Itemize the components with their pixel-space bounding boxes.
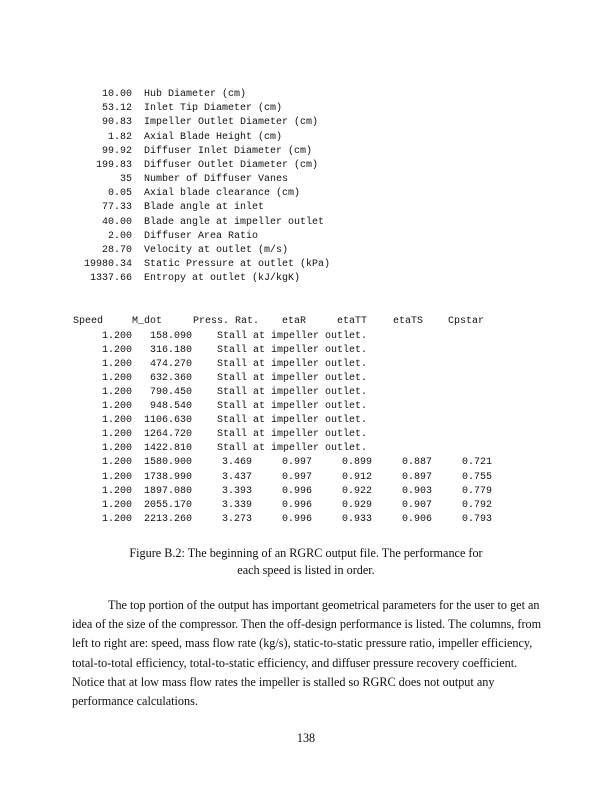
parameter-value: 2.00	[107, 230, 132, 242]
parameter-label: Static Pressure at outlet (kPa)	[144, 259, 331, 271]
column-header: Speed	[73, 316, 104, 327]
stall-message: Stall at impeller outlet.	[217, 401, 368, 412]
parameter-label: Blade angle at impeller outlet	[144, 216, 325, 228]
stall-message: Stall at impeller outlet.	[217, 358, 368, 370]
cell-mdot: 1106.630	[143, 415, 192, 427]
parameter-value: 35	[119, 174, 132, 186]
stall-message: Stall at impeller outlet.	[217, 330, 368, 342]
parameter-value: 53.12	[101, 103, 132, 115]
parameter-value: 99.92	[101, 145, 132, 157]
column-header: etaTS	[393, 316, 424, 327]
body-paragraph: The top portion of the output has important geometrical parameters for the user to get an idea of the size of the compressor. Then the off-design performance is listed. The columns, from left to right are: speed, mass flow rate (kg/s), static-to-static pressure ratio, impeller efficiency, total-to-total efficiency, total-to-static efficiency, and diffuser pressure recovery coefficient. Notice that at low mass flow rates the impeller is stalled so RGRC does not output any performance calculations.	[72, 598, 542, 709]
cell-pr: 3.437	[221, 471, 252, 483]
cell-speed: 1.200	[101, 344, 132, 356]
caption-line-1: Figure B.2: The beginning of an RGRC output file. The performance for	[129, 546, 483, 560]
cell-pr: 3.273	[221, 513, 252, 525]
parameter-label: Blade angle at inlet	[144, 202, 265, 214]
stall-message: Stall at impeller outlet.	[217, 372, 368, 384]
cell-etaTT: 0.899	[341, 457, 372, 469]
parameter-value: 1337.66	[89, 273, 132, 285]
parameter-value: 40.00	[101, 216, 132, 228]
cell-etaTT: 0.912	[341, 471, 372, 483]
parameter-label: Inlet Tip Diameter (cm)	[144, 103, 283, 115]
parameter-label: Impeller Outlet Diameter (cm)	[144, 117, 319, 129]
cell-speed: 1.200	[101, 513, 132, 525]
cell-cp: 0.792	[461, 499, 492, 511]
page-number: 138	[296, 731, 316, 745]
cell-etaTS: 0.903	[401, 485, 432, 497]
parameter-value: 28.70	[101, 244, 132, 256]
stall-message: Stall at impeller outlet.	[217, 443, 368, 455]
cell-etaTT: 0.922	[341, 485, 372, 497]
cell-speed: 1.200	[101, 457, 132, 469]
column-header: Press. Rat.	[193, 316, 260, 327]
stall-message: Stall at impeller outlet.	[217, 415, 368, 427]
cell-mdot: 1738.990	[143, 471, 192, 483]
cell-speed: 1.200	[101, 499, 132, 511]
parameter-value: 19980.34	[83, 259, 132, 271]
cell-etaR: 0.997	[281, 457, 312, 469]
cell-etaR: 0.996	[281, 485, 312, 497]
cell-mdot: 474.270	[149, 358, 192, 370]
cell-mdot: 158.090	[149, 330, 192, 342]
parameter-value: 1.82	[107, 131, 132, 143]
column-header: M_dot	[132, 316, 163, 327]
cell-speed: 1.200	[101, 386, 132, 398]
cell-mdot: 316.180	[149, 344, 192, 356]
cell-etaR: 0.997	[281, 471, 312, 483]
parameter-label: Entropy at outlet (kJ/kgK)	[144, 273, 301, 285]
cell-pr: 3.469	[221, 457, 252, 469]
cell-mdot: 948.540	[149, 401, 192, 412]
cell-speed: 1.200	[101, 485, 132, 497]
stall-message: Stall at impeller outlet.	[217, 386, 368, 398]
cell-mdot: 1264.720	[143, 429, 192, 441]
cell-mdot: 1897.080	[143, 485, 192, 497]
cell-etaTT: 0.929	[341, 499, 372, 511]
parameter-value: 10.00	[101, 89, 132, 100]
cell-pr: 3.339	[221, 499, 252, 511]
parameter-label: Hub Diameter (cm)	[144, 89, 247, 100]
cell-mdot: 2213.260	[143, 513, 192, 525]
cell-mdot: 790.450	[149, 386, 192, 398]
parameter-value: 199.83	[95, 159, 132, 171]
cell-cp: 0.755	[461, 471, 492, 483]
cell-cp: 0.721	[461, 457, 492, 469]
parameter-label: Axial Blade Height (cm)	[144, 131, 283, 143]
parameter-value: 90.83	[101, 117, 132, 129]
cell-cp: 0.779	[461, 485, 492, 497]
cell-mdot: 632.360	[149, 372, 192, 384]
cell-speed: 1.200	[101, 429, 132, 441]
cell-mdot: 2055.170	[143, 499, 192, 511]
cell-etaR: 0.996	[281, 513, 312, 525]
cell-etaTS: 0.897	[401, 471, 432, 483]
parameter-label: Axial blade clearance (cm)	[144, 188, 301, 200]
stall-message: Stall at impeller outlet.	[217, 344, 368, 356]
cell-speed: 1.200	[101, 443, 132, 455]
cell-speed: 1.200	[101, 358, 132, 370]
cell-speed: 1.200	[101, 372, 132, 384]
cell-mdot: 1422.810	[143, 443, 192, 455]
cell-etaTS: 0.907	[401, 499, 432, 511]
cell-pr: 3.393	[221, 485, 252, 497]
parameter-label: Diffuser Area Ratio	[144, 230, 259, 242]
cell-etaTT: 0.933	[341, 513, 372, 525]
cell-speed: 1.200	[101, 401, 132, 412]
column-header: Cpstar	[448, 316, 485, 327]
parameter-label: Velocity at outlet (m/s)	[144, 244, 289, 256]
cell-speed: 1.200	[101, 471, 132, 483]
stall-message: Stall at impeller outlet.	[217, 429, 368, 441]
cell-etaTS: 0.906	[401, 513, 432, 525]
column-header: etaR	[282, 316, 307, 327]
cell-speed: 1.200	[101, 415, 132, 427]
parameter-label: Diffuser Inlet Diameter (cm)	[144, 145, 313, 157]
caption-line-2: each speed is listed in order.	[237, 563, 375, 577]
column-header: etaTT	[337, 316, 368, 327]
parameter-label: Diffuser Outlet Diameter (cm)	[144, 159, 319, 171]
parameter-value: 0.05	[107, 188, 132, 200]
parameter-value: 77.33	[101, 202, 132, 214]
cell-mdot: 1580.900	[143, 457, 192, 469]
cell-etaR: 0.996	[281, 499, 312, 511]
cell-cp: 0.793	[461, 513, 492, 525]
cell-speed: 1.200	[101, 330, 132, 342]
cell-etaTS: 0.887	[401, 457, 432, 469]
figure-caption	[72, 545, 540, 579]
parameter-label: Number of Diffuser Vanes	[144, 174, 289, 186]
